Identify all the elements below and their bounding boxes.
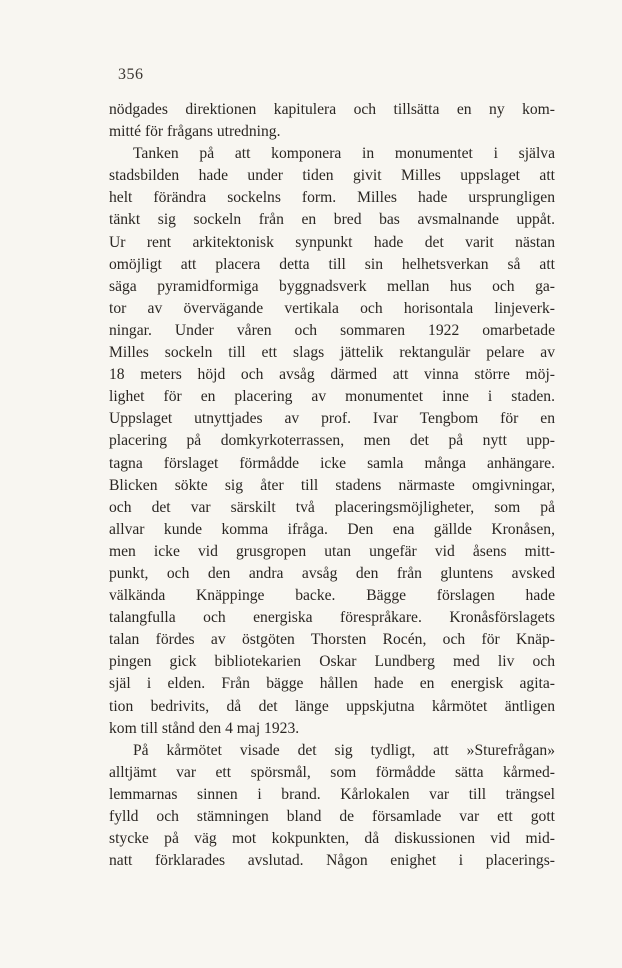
text-line: välkända Knäppinge backe. Bägge förslagen hade (109, 587, 555, 605)
page-number: 356 (118, 66, 144, 83)
text-line: Blicken sökte sig åter till stadens närmaste omgivningar, (109, 476, 555, 494)
text-line: själ i elden. Från bägge hållen hade en energisk agita- (109, 675, 555, 693)
text-line: Uppslaget utnyttjades av prof. Ivar Tengbom för en (109, 410, 555, 428)
text-line: omöjligt att placera detta till sin helhetsverkan så att (109, 255, 555, 273)
text-line: natt förklarades avslutad. Någon enighet i placerings- (109, 852, 555, 870)
text-line: pingen gick bibliotekarien Oskar Lundberg med liv och (109, 653, 555, 671)
text-line: alltjämt var ett spörsmål, som förmådde sätta kårmed- (109, 763, 555, 781)
text-line: Ur rent arkitektonisk synpunkt hade det varit nästan (109, 233, 555, 251)
text-line: lemmarnas sinnen i brand. Kårlokalen var till trängsel (109, 785, 555, 803)
text-line: ningar. Under våren och sommaren 1922 omarbetade (109, 321, 555, 339)
text-line: Milles sockeln till ett slags jättelik rektangulär pelare av (109, 344, 555, 362)
text-line: allvar kunde komma ifråga. Den ena gällde Kronåsen, (109, 520, 555, 538)
text-line: men icke vid grusgropen utan ungefär vid åsens mitt- (109, 542, 555, 560)
text-line: mitté för frågans utredning. (109, 123, 281, 141)
text-line: På kårmötet visade det sig tydligt, att »Sturefrågan» (133, 741, 555, 759)
text-line: nödgades direktionen kapitulera och tillsätta en ny kom- (109, 101, 555, 118)
text-line: talan fördes av östgöten Thorsten Rocén, och för Knäp- (109, 631, 555, 649)
text-line: talangfulla och energiska förespråkare. Kronåsförslagets (109, 609, 555, 627)
text-line: och det var särskilt två placeringsmöjligheter, som på (109, 498, 555, 516)
text-line: tor av övervägande vertikala och horisontala linjeverk- (109, 299, 555, 317)
text-line: tagna förslaget förmådde icke samla många anhängare. (109, 454, 555, 472)
text-line: placering på domkyrkoterrassen, men det på nytt upp- (109, 432, 555, 450)
body-text (109, 99, 555, 872)
text-line: kom till stånd den 4 maj 1923. (109, 719, 300, 737)
text-line: Tanken på att komponera in monumentet i själva (133, 145, 555, 163)
text-line: tion bedrivits, då det länge uppskjutna kårmötet äntligen (109, 697, 555, 715)
text-line: lighet för en placering av monumentet inne i staden. (109, 388, 555, 406)
text-line: stycke på väg mot kokpunkten, då diskussionen vid mid- (109, 830, 555, 848)
text-line: tänkt sig sockeln från en bred bas avsmalnande uppåt. (109, 211, 555, 229)
text-line: helt förändra sockelns form. Milles hade ursprungligen (109, 189, 555, 207)
text-line: säga pyramidformiga byggnadsverk mellan hus och ga- (109, 277, 555, 295)
text-line: stadsbilden hade under tiden givit Milles uppslaget att (109, 167, 555, 185)
text-line: 18 meters höjd och avsåg därmed att vinna större möj- (109, 366, 555, 384)
text-line: fylld och stämningen bland de församlade var ett gott (109, 808, 555, 825)
text-line: punkt, och den andra avsåg den från gluntens avsked (109, 564, 555, 582)
